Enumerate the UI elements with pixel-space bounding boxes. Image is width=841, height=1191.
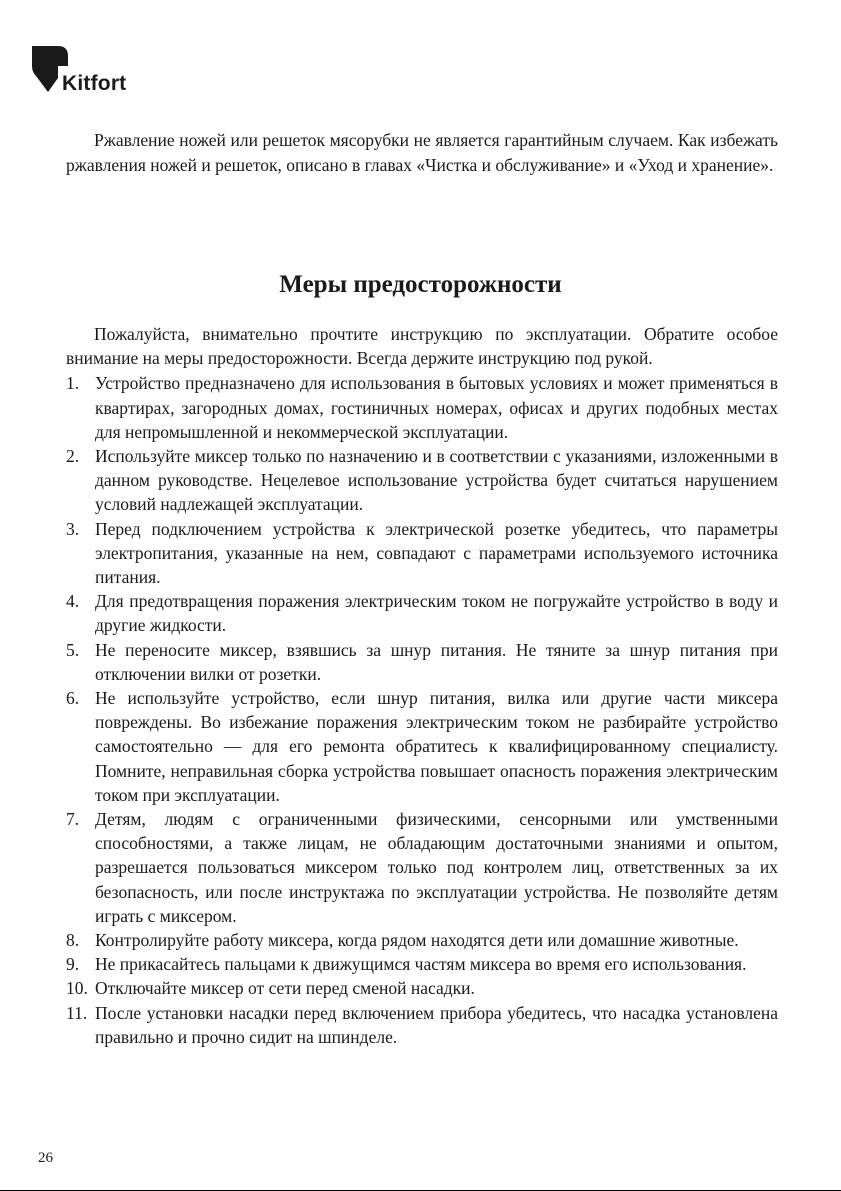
list-item-number: 3. — [66, 518, 80, 539]
list-item-number: 5. — [66, 639, 80, 660]
list-item-text: Детям, людям с ограниченными физическими, сенсорными или умственными способностями, а также лицам, не обладающим достаточными знаниями и опытом, разрешается пользоваться миксером только под контролем лиц, ответственных за их безопасность, или после инструктажа по эксплуатации устройства. Не позволяйте детям играть с миксером. — [95, 809, 778, 926]
list-item-number: 10. — [66, 978, 88, 999]
list-item — [66, 444, 778, 517]
list-item — [66, 807, 778, 928]
list-item — [66, 638, 778, 686]
list-item-text: Используйте миксер только по назначению и в соответствии с указаниями, изложенными в данном руководстве. Нецелевое использование устройства будет считаться нарушением условий надлежащей эксплуатации. — [95, 446, 778, 515]
list-item-text: Не переносите миксер, взявшись за шнур питания. Не тяните за шнур питания при отключении вилки от розетки. — [95, 639, 778, 684]
list-item — [66, 686, 778, 807]
list-item-text: Для предотвращения поражения электрическим током не погружайте устройство в воду и другие жидкости. — [95, 591, 778, 636]
list-item-number: 6. — [66, 688, 80, 709]
list-item-number: 4. — [66, 591, 80, 612]
section-title: Меры предосторожности — [279, 271, 562, 298]
list-item-text: Устройство предназначено для использования в бытовых условиях и может применяться в квартирах, загородных домах, гостиничных номерах, офисах и других подобных местах для непромышленной и некоммерческой эксплуатации. — [95, 373, 778, 442]
list-item-text: Контролируйте работу миксера, когда рядом находятся дети или домашние животные. — [95, 930, 739, 951]
intro-note — [66, 128, 778, 177]
list-item-number: 2. — [66, 446, 80, 467]
list-item-text: Перед подключением устройства к электрической розетке убедитесь, что параметры электропитания, указанные на нем, совпадают с параметрами используемого источника питания. — [95, 518, 778, 588]
brand-name: Kitfort — [62, 72, 127, 95]
list-item — [66, 928, 778, 952]
list-item — [66, 517, 778, 590]
list-item-number: 9. — [66, 954, 80, 975]
intro-paragraph: Ржавление ножей или решеток мясорубки не является гарантийным случаем. Как избежать ржавления ножей и решеток, описано в главах «Чистка и обслуживание» и «Уход и хранение». — [66, 130, 778, 175]
safety-list — [66, 371, 778, 1049]
list-item — [66, 589, 778, 637]
list-item-number: 7. — [66, 809, 80, 830]
list-item-text: Не используйте устройство, если шнур питания, вилка или другие части миксера повреждены. Во избежание поражения электрическим током не разбирайте устройство самостоятельно — для его ремонта обратитесь к квалифицированному специалисту. Помните, неправильная сборка устройства повышает опасность поражения электрическим током при эксплуатации. — [95, 688, 778, 805]
list-item-number: 1. — [66, 373, 80, 394]
list-item-text: После установки насадки перед включением прибора убедитесь, что насадка установлена правильно и прочно сидит на шпинделе. — [95, 1002, 778, 1047]
safety-section — [66, 322, 778, 1049]
list-item-text: Не прикасайтесь пальцами к движущимся частям миксера во время его использования. — [95, 954, 747, 975]
page-number: 26 — [38, 1150, 53, 1166]
list-item — [66, 1001, 778, 1049]
list-item — [66, 976, 778, 1000]
brand-logo — [32, 44, 152, 100]
list-item — [66, 952, 778, 976]
list-item-number: 11. — [66, 1002, 88, 1023]
list-item — [66, 371, 778, 444]
list-item-number: 8. — [66, 930, 80, 951]
list-item-text: Отключайте миксер от сети перед сменой насадки. — [95, 978, 475, 999]
lead-paragraph: Пожалуйста, внимательно прочтите инструкцию по эксплуатации. Обратите особое внимание на меры предосторожности. Всегда держите инструкцию под рукой. — [66, 324, 778, 369]
